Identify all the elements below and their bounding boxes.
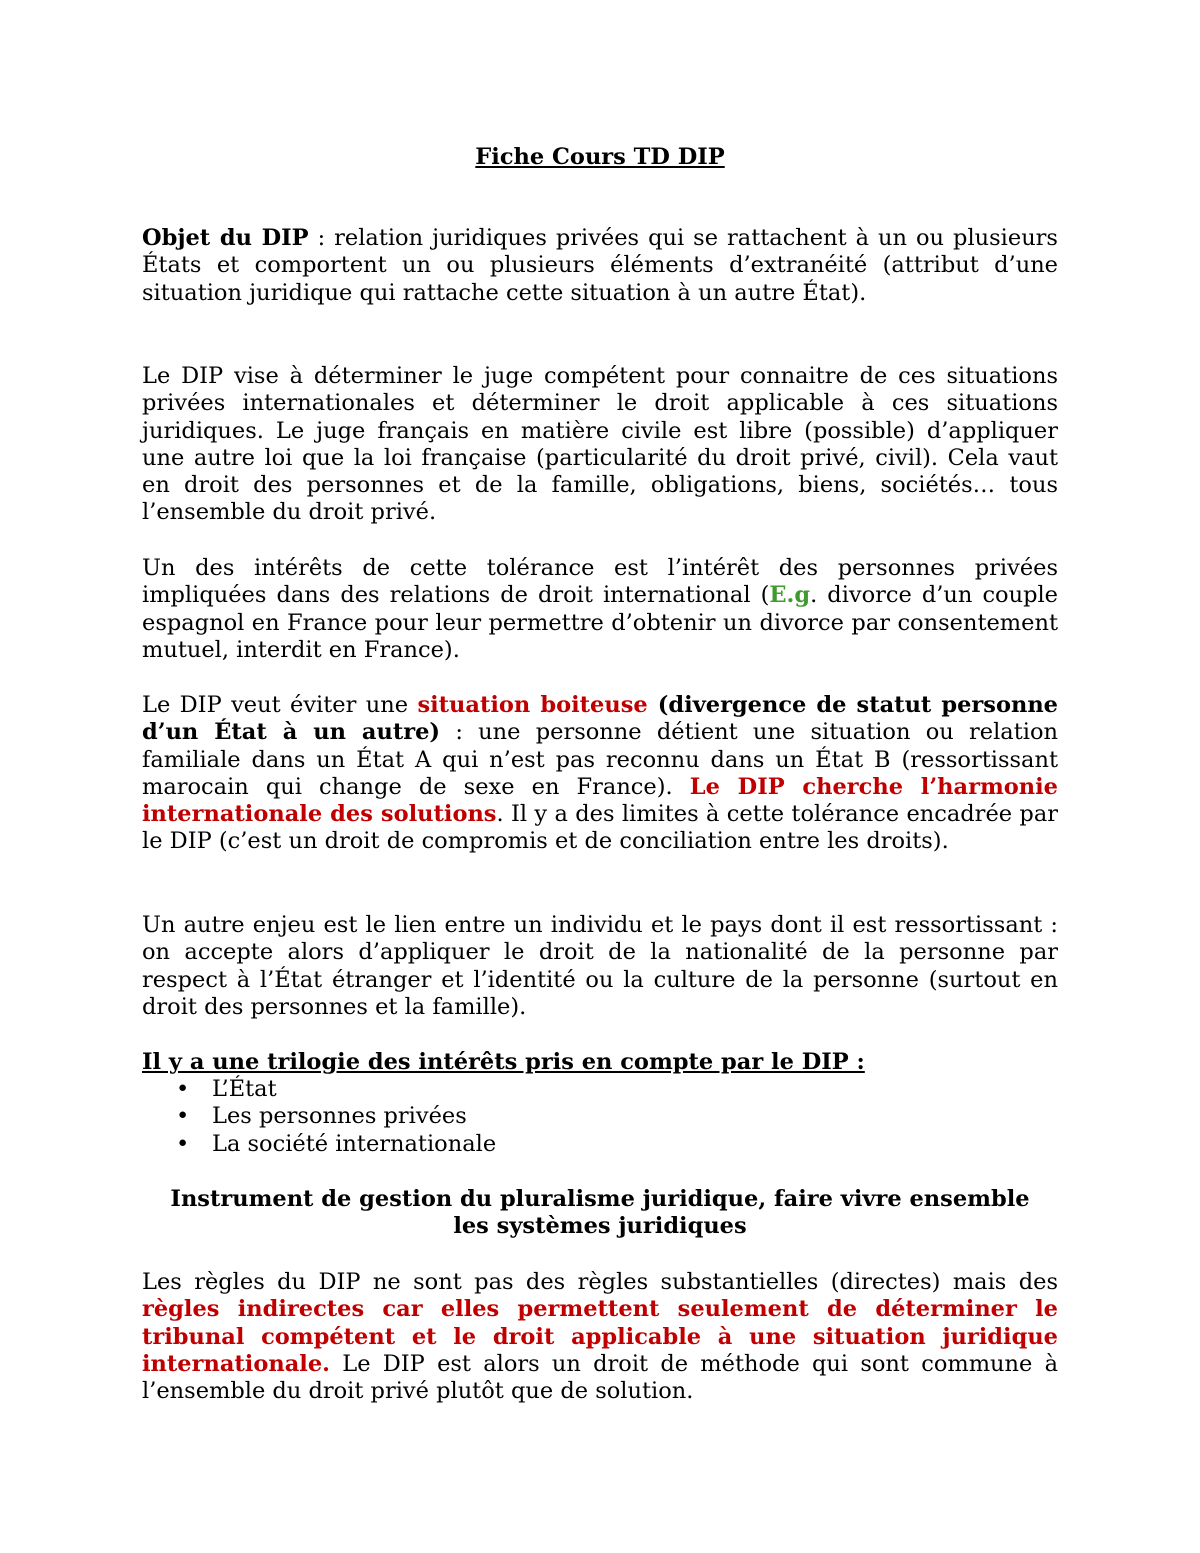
regles-text-b: Le DIP est alors un droit de méthode qui sont commune à l’ensemble du droit privé plutôt que de solution. xyxy=(142,1350,1058,1405)
bullet-icon: • xyxy=(176,1076,190,1102)
paragraph-interets xyxy=(142,555,1058,664)
harmonie-highlight: Le DIP cherche l’harmonie internationale des solutions xyxy=(142,773,1059,828)
boiteuse-bold-paren: (divergence de statut personne d’un État à un autre) xyxy=(142,692,1058,746)
paragraph-regles xyxy=(142,1269,1058,1405)
interets-text-a: Un des intérêts de cette tolérance est l’intérêt des personnes privées impliquées dans des relations de droit international ( xyxy=(142,555,1058,609)
boiteuse-highlight: situation boiteuse xyxy=(417,692,648,718)
list-item: • L’État xyxy=(176,1076,277,1102)
bullet-icon: • xyxy=(176,1103,190,1130)
boiteuse-text-c: . Il y a des limites à cette tolérance encadrée par le DIP (c’est un droit de compromis et de conciliation entre les droits). xyxy=(142,801,1058,855)
dip-vise-text: Le DIP vise à déterminer le juge compétent pour connaitre de ces situations privées internationales et déterminer le droit applicable à ces situations juridiques. Le juge français en matière civile est libre (possible) d’appliquer une autre loi que la loi française (particularité du droit privé, civil). Cela vaut en droit des personnes et de la famille, obligations, biens, sociétés… tous l’ensemble du droit privé. xyxy=(142,363,1058,526)
paragraph-objet xyxy=(142,225,1058,307)
list-item: • Les personnes privées xyxy=(176,1103,467,1130)
bullet-icon: • xyxy=(176,1130,190,1157)
regles-text-a: Les règles du DIP ne sont pas des règles substantielles (directes) mais des xyxy=(142,1269,1058,1295)
enjeu-text: Un autre enjeu est le lien entre un individu et le pays dont il est ressortissant : on accepte alors d’appliquer le droit de la nationalité de la personne par respect à l’État étranger et l’identité ou la culture de la personne (surtout en droit des personnes et la famille). xyxy=(142,912,1058,1020)
instrument-line-2: les systèmes juridiques xyxy=(453,1213,747,1240)
paragraph-enjeu xyxy=(142,912,1058,1021)
eg-label: E.g xyxy=(769,582,811,609)
trilogy-list xyxy=(142,1076,1058,1158)
trilogy-heading: Il y a une trilogie des intérêts pris en compte par le DIP : xyxy=(142,1049,865,1075)
instrument-line-1: Instrument de gestion du pluralisme juridique, faire vivre ensemble xyxy=(170,1186,1030,1212)
paragraph-dip-vise xyxy=(142,363,1058,527)
page-title: Fiche Cours TD DIP xyxy=(475,144,725,170)
regles-highlight: règles indirectes car elles permettent seulement de déterminer le tribunal compétent et le droit applicable à une situation juridique internationale. xyxy=(142,1296,1058,1377)
boiteuse-text-a: Le DIP veut éviter une xyxy=(142,692,418,718)
list-item: • La société internationale xyxy=(176,1130,497,1157)
boiteuse-text-b: : une personne détient une situation ou relation familiale dans un État A qui n’est pas reconnu dans un État B (ressortissant marocain qui change de sexe en France). xyxy=(142,719,1058,800)
paragraph-situation-boiteuse xyxy=(142,692,1058,856)
instrument-heading xyxy=(142,1186,1058,1241)
objet-text: : relation juridiques privées qui se rattachent à un ou plusieurs États et comportent un ou plusieurs éléments d’extranéité (attribut d’une situation juridique qui rattache cette situation à un autre État). xyxy=(142,225,1058,306)
objet-label: Objet du DIP xyxy=(142,225,309,251)
interets-text-b: . divorce d’un couple espagnol en France pour leur permettre d’obtenir un divorce par consentement mutuel, interdit en France). xyxy=(142,582,1058,663)
